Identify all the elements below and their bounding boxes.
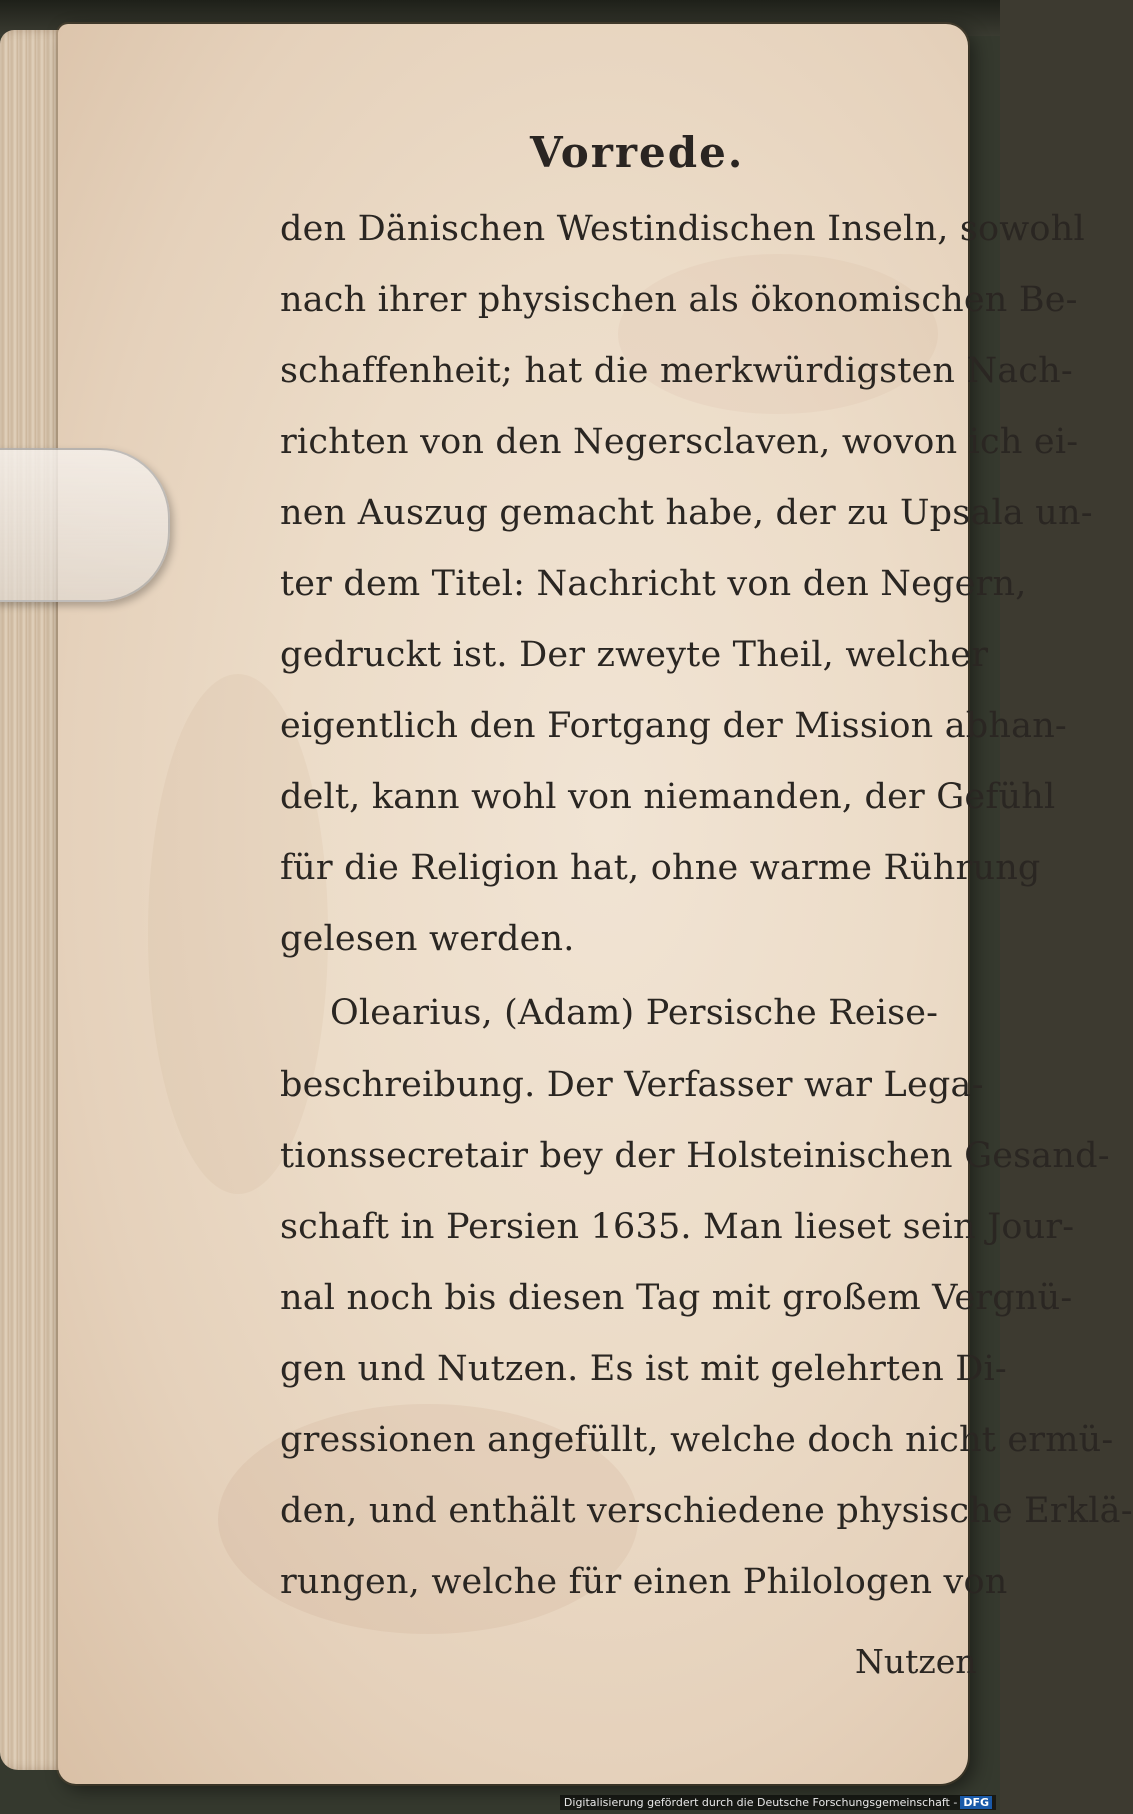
text-line: gen und Nutzen. Es ist mit gelehrten Di- xyxy=(280,1349,1007,1389)
dfg-logo: DFG xyxy=(960,1796,992,1809)
text-line: schaffenheit; hat die merkwürdigsten Nach- xyxy=(280,351,1073,391)
text-line: den Dänischen Westindischen Inseln, sowohl xyxy=(280,209,1085,249)
text-line: gedruckt ist. Der zweyte Theil, welcher xyxy=(280,635,989,675)
text-line: nal noch bis diesen Tag mit großem Vergnü- xyxy=(280,1278,1073,1318)
text-line: rungen, welche für einen Philologen von xyxy=(280,1562,1008,1602)
text-line: für die Religion hat, ohne warme Rührung xyxy=(280,848,1041,888)
text-line: ter dem Titel: Nachricht von den Negern, xyxy=(280,564,1027,604)
text-line: richten von den Negersclaven, wovon ich ei- xyxy=(280,422,1079,462)
page-fold-tab xyxy=(0,448,170,602)
text-line: tionssecretair bey der Holsteinischen Gesand- xyxy=(280,1136,1110,1176)
text-line: beschreibung. Der Verfasser war Lega- xyxy=(280,1065,984,1105)
text-line: Olearius, (Adam) Persische Reise- xyxy=(330,993,939,1033)
text-line: den, und enthält verschiedene physische Erklä- xyxy=(280,1491,1133,1531)
text-line: nach ihrer physischen als ökonomischen Be- xyxy=(280,280,1078,320)
digitization-credit xyxy=(560,1795,996,1810)
credit-text: Digitalisierung gefördert durch die Deutsche Forschungsgemeinschaft - xyxy=(563,1796,958,1809)
text-line: eigentlich den Fortgang der Mission abhan- xyxy=(280,706,1067,746)
running-head: Vorrede. xyxy=(530,128,745,177)
text-line: nen Auszug gemacht habe, der zu Upsala un- xyxy=(280,493,1093,533)
text-line: schaft in Persien 1635. Man lieset sein Jour- xyxy=(280,1207,1075,1247)
text-line: gressionen angefüllt, welche doch nicht ermü- xyxy=(280,1420,1114,1460)
catchword: Nutzen xyxy=(855,1642,977,1681)
text-line: gelesen werden. xyxy=(280,919,575,959)
text-line: delt, kann wohl von niemanden, der Gefühl xyxy=(280,777,1056,817)
